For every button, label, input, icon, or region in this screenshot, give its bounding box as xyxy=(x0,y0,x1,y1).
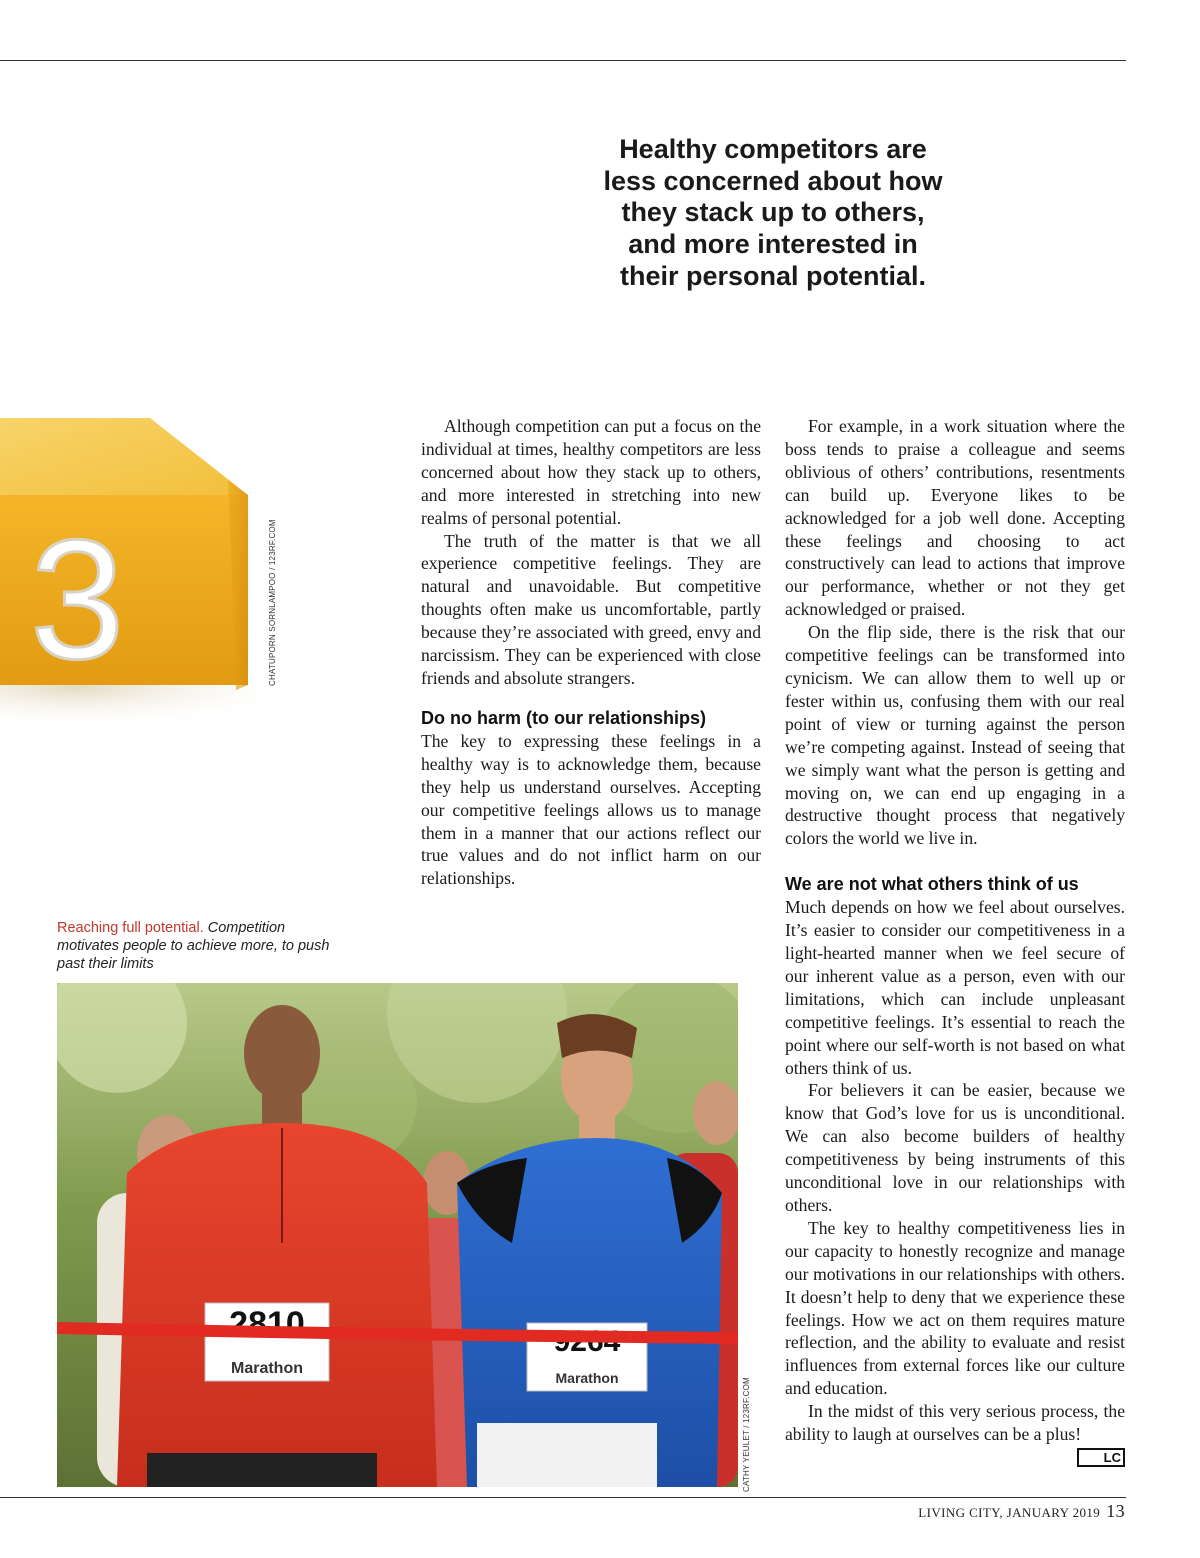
paragraph: For example, in a work situation where the boss tends to praise a colleague and seems oblivious of others’ contributions, resentments can build up. Everyone likes to be acknowledged for a job well done. Accepting these feelings and choosing to act constructively can lead to actions that improve our performance, whether or not they get acknowledged or praised. xyxy=(785,416,1125,620)
end-mark-logo: LC xyxy=(1077,1448,1125,1467)
paragraph: The key to healthy competitiveness lies in our capacity to honestly recognize and manage our motivations in our relationships with others. It doesn’t help to deny that we experience these feelings. How we act on them requires mature reflection, and the ability to evaluate and resist influences from external forces like our culture and education. xyxy=(785,1217,1125,1399)
bottom-rule xyxy=(0,1497,1126,1498)
page-number: 13 xyxy=(1106,1501,1125,1521)
publication-name: LIVING CITY, JANUARY 2019 xyxy=(918,1505,1101,1520)
number-block-image xyxy=(0,400,270,730)
photo-credit-block: CHATUPORN SORNLAMPOO / 123RF.COM xyxy=(268,519,277,686)
paragraph: On the flip side, there is the risk that our competitive feelings can be transformed into cynicism. We can allow them to well up or fester within us, confusing them with our real point of view or turning against the person we’re competing against. Instead of seeing that we simply want what the person is getting and moving on, we can end up engaging in a destructive thought process that negatively colors the world we live in. xyxy=(785,622,1125,849)
pull-quote-line: their personal potential. xyxy=(619,260,927,291)
pull-quote-line: less concerned about how xyxy=(603,165,943,196)
caption-lead: Reaching full potential. xyxy=(57,920,204,936)
article-column-2 xyxy=(785,415,1125,1467)
caption-body: Competition motivates people to achieve more, to push past their limits xyxy=(57,920,330,973)
paragraph: The truth of the matter is that we all experience competitive feelings. They are natural and unavoidable. But competitive thoughts often make us uncomfortable, partly because they’re associated with greed, envy and narcissism. They can be experienced with close friends and absolute strangers. xyxy=(421,530,761,688)
article-column-1 xyxy=(421,415,761,890)
bib-label-left: Marathon xyxy=(231,1360,303,1377)
section-heading: We are not what others think of us xyxy=(785,874,1079,895)
bib-label-right: Marathon xyxy=(555,1370,619,1386)
paragraph-final xyxy=(785,1400,1125,1465)
pull-quote-line: they stack up to others, xyxy=(621,197,925,228)
block-number: 3 xyxy=(30,505,125,695)
bib-number-right: 9264 xyxy=(553,1325,621,1358)
photo-caption xyxy=(57,919,337,974)
number-block-graphic xyxy=(0,400,270,730)
paragraph: Much depends on how we feel about ourselves. It’s easier to consider our competitiveness in a light-hearted manner when we feel secure of our inherent value as a person, even with our limitations, which can include unpleasant competitive feelings. It’s essential to reach the point where our self-worth is not based on what others think of us. xyxy=(785,897,1125,1078)
section-heading: Do no harm (to our relationships) xyxy=(421,707,707,728)
paragraph: For believers it can be easier, because we know that God’s love for us is unconditional. We can also become builders of healthy competitiveness by being instruments of this unconditional love in our relationships with others. xyxy=(785,1080,1125,1215)
pull-quote xyxy=(560,134,986,293)
paragraph: The key to expressing these feelings in a healthy way is to acknowledge them, because they help us understand ourselves. Accepting our competitive feelings allows us to manage them in a manner that our actions reflect our true values and do not inflict harm on our relationships. xyxy=(421,730,761,889)
paragraph: Although competition can put a focus on the individual at times, healthy competitors are less concerned about how they stack up to others, and more interested in stretching into new realms of personal potential. xyxy=(421,416,761,528)
bib-number-left: 2810 xyxy=(229,1305,305,1343)
page-footer xyxy=(918,1501,1125,1522)
pull-quote-line: Healthy competitors are xyxy=(619,134,927,164)
marathon-photo xyxy=(57,983,738,1487)
marathon-photo-graphic xyxy=(57,983,738,1487)
paragraph-text: In the midst of this very serious process, the ability to laugh at ourselves can be a plus! xyxy=(785,1401,1125,1445)
pull-quote-line: and more interested in xyxy=(628,229,918,260)
photo-credit-runners: CATHY YEULET / 123RF.COM xyxy=(742,1377,751,1492)
top-rule xyxy=(0,60,1126,61)
